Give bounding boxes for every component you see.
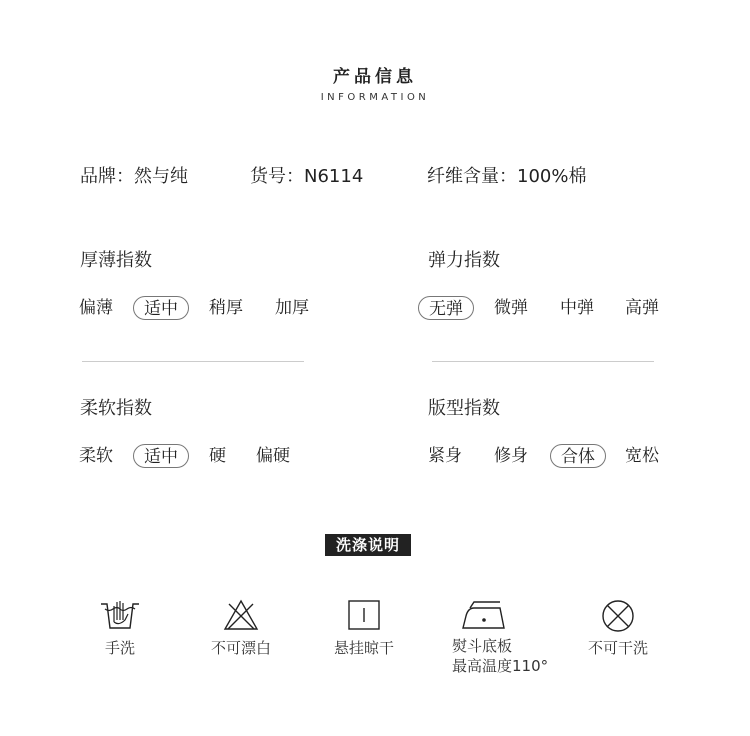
softness-option: 偏硬 <box>256 446 290 466</box>
softness-index-title: 柔软指数 <box>80 398 152 419</box>
elasticity-option: 中弹 <box>560 298 594 318</box>
care-label: 不可漂白 <box>210 639 271 657</box>
brand-info: 品牌：然与纯 <box>80 166 188 187</box>
care-label: 手洗 <box>104 639 135 657</box>
softness-option: 硬 <box>209 446 226 466</box>
divider <box>432 361 654 362</box>
thickness-index-title: 厚薄指数 <box>80 250 152 271</box>
iron-icon <box>460 598 506 632</box>
care-label: 不可干洗 <box>587 639 648 657</box>
thickness-option: 加厚 <box>275 298 309 318</box>
elasticity-index-title: 弹力指数 <box>428 250 500 271</box>
no-dry-clean-icon <box>600 598 636 634</box>
fit-scale <box>428 444 688 470</box>
page-title: 产品信息 <box>333 67 417 87</box>
item-number-info: 货号：N6114 <box>250 166 364 187</box>
page-subtitle: INFORMATION <box>320 92 430 103</box>
care-item-no-dry-clean <box>582 598 654 658</box>
elasticity-option: 微弹 <box>494 298 528 318</box>
no-bleach-icon <box>222 598 260 632</box>
care-label-temperature: 最高温度110° <box>452 657 549 675</box>
softness-option-selected: 适中 <box>133 444 189 468</box>
fit-index-title: 版型指数 <box>428 398 500 419</box>
care-item-no-bleach <box>205 598 277 658</box>
thickness-scale <box>79 296 339 322</box>
fit-option: 宽松 <box>625 446 659 466</box>
softness-scale <box>79 444 339 470</box>
care-label: 悬挂晾干 <box>333 639 394 657</box>
softness-option: 柔软 <box>79 446 113 466</box>
fit-option: 紧身 <box>428 446 462 466</box>
care-label: 熨斗底板 <box>452 637 513 655</box>
divider <box>82 361 304 362</box>
thickness-option: 偏薄 <box>79 298 113 318</box>
fit-option: 修身 <box>494 446 528 466</box>
thickness-option: 稍厚 <box>209 298 243 318</box>
hand-wash-icon <box>99 598 141 632</box>
elasticity-option: 高弹 <box>625 298 659 318</box>
care-item-line-dry <box>328 598 400 658</box>
fit-option-selected: 合体 <box>550 444 606 468</box>
care-item-iron <box>452 598 562 676</box>
fiber-content-info: 纤维含量：100%棉 <box>427 166 587 187</box>
elasticity-scale <box>418 296 678 322</box>
line-dry-icon <box>347 598 381 632</box>
elasticity-option-selected: 无弹 <box>418 296 474 320</box>
washing-instructions-title: 洗涤说明 <box>325 534 411 556</box>
care-item-hand-wash <box>90 598 150 658</box>
thickness-option-selected: 适中 <box>133 296 189 320</box>
